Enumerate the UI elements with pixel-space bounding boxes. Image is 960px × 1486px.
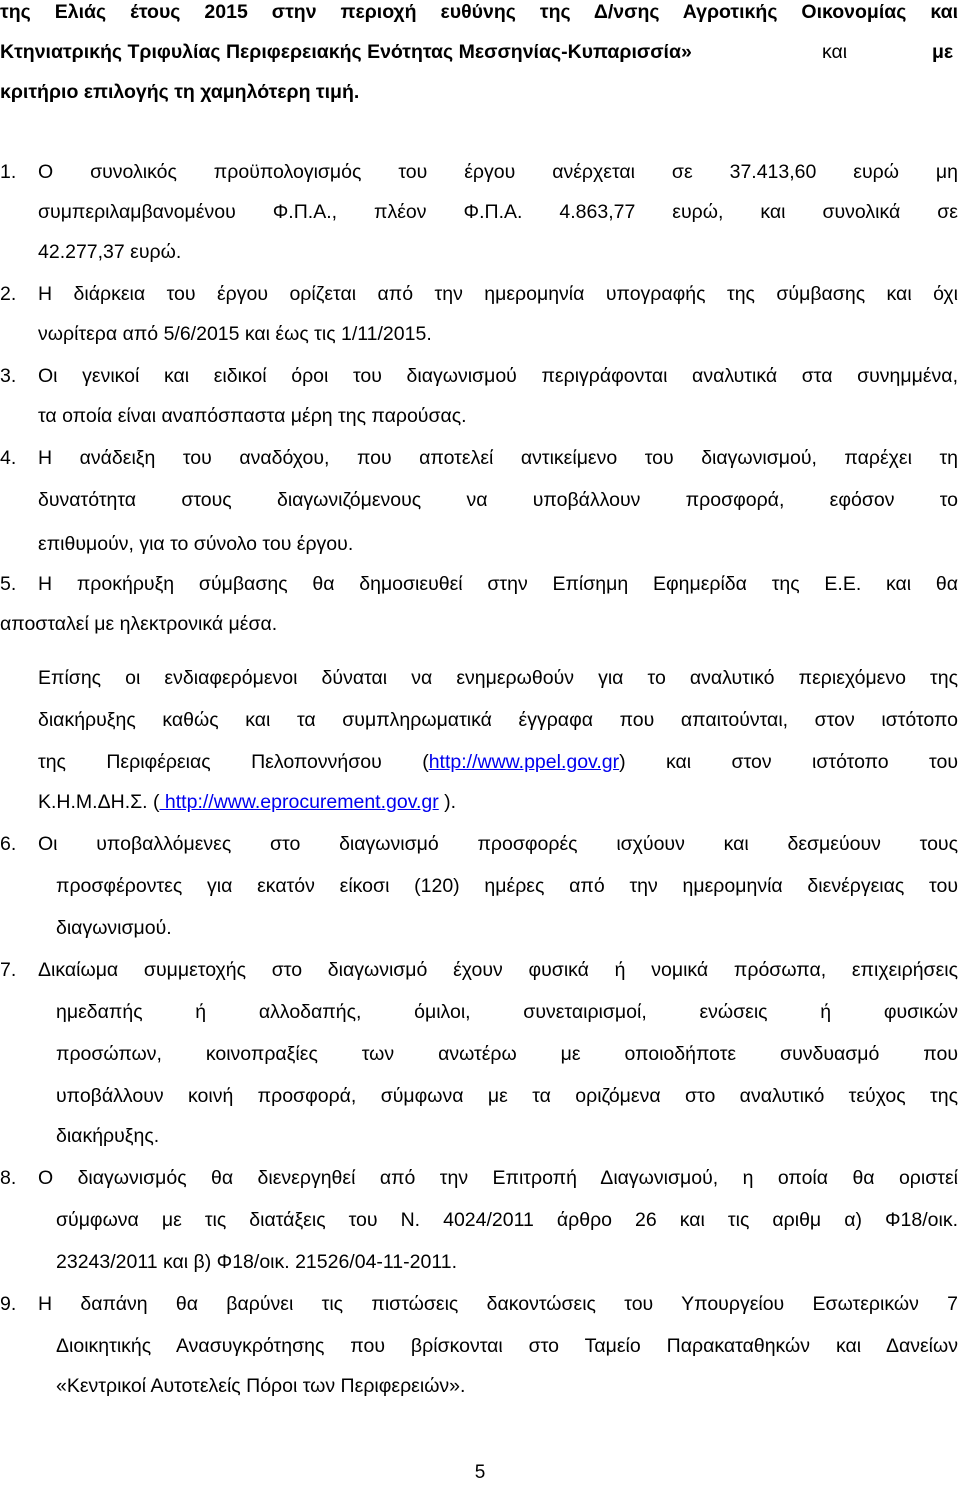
item-4-line-2: δυνατότητα στους διαγωνιζόμενους να υποβάλλουν προσφορά, εφόσον το [38, 489, 958, 511]
item-number: 2. [0, 283, 17, 305]
ppel-link[interactable]: http://www.ppel.gov.gr [428, 751, 620, 773]
item-number: 5. [0, 573, 17, 595]
item-7-line-4: υποβάλλουν κοινή προσφορά, σύμφωνα με τα οριζόμενα στο αναλυτικό τεύχος της [56, 1085, 958, 1107]
item-1-line-3: 42.277,37 ευρώ. [38, 241, 182, 263]
item-4-line-1: Η ανάδειξη του αναδόχου, που αποτελεί αντικείμενο του διαγωνισμού, παρέχει τη [38, 447, 958, 469]
para-line-3-text-end: ) και στον ιστότοπο του [619, 751, 958, 773]
intro-line-2-and: και [822, 41, 848, 63]
intro-line-1: της Ελιάς έτους 2015 στην περιοχή ευθύνης της Δ/νσης Αγροτικής Οικονομίας και [0, 1, 958, 23]
para-line-4 [38, 790, 456, 814]
intro-line-3: κριτήριο επιλογής τη χαμηλότερη τιμή. [0, 81, 360, 103]
item-9-line-2: Διοικητικής Ανασυγκρότησης που βρίσκονται στο Ταμείο Παρακαταθηκών και Δανείων [56, 1335, 958, 1357]
item-4-line-3: επιθυμούν, για το σύνολο του έργου. [38, 533, 354, 555]
item-8-line-1: Ο διαγωνισμός θα διενεργηθεί από την Επιτροπή Διαγωνισμού, η οποία θα οριστεί [38, 1167, 958, 1189]
item-number: 4. [0, 447, 17, 469]
intro-line-2 [0, 40, 958, 64]
intro-line-2-bold: Κτηνιατρικής Τριφυλίας Περιφερειακής Ενότητας Μεσσηνίας-Κυπαρισσία» [0, 41, 692, 63]
item-7-line-2: ημεδαπής ή αλλοδαπής, όμιλοι, συνεταιρισμοί, ενώσεις ή φυσικών [56, 1001, 958, 1023]
item-6-line-1: Οι υποβαλλόμενες στο διαγωνισμό προσφορές ισχύουν και δεσμεύουν τους [38, 833, 958, 855]
item-number: 8. [0, 1167, 17, 1189]
item-1-line-2: συμπεριλαμβανομένου Φ.Π.Α., πλέον Φ.Π.Α. 4.863,77 ευρώ, και συνολικά σε [38, 201, 958, 223]
page-number: 5 [474, 1462, 486, 1483]
item-1-line-1: Ο συνολικός προϋπολογισμός του έργου ανέρχεται σε 37.413,60 ευρώ μη [38, 161, 958, 183]
para-line-2: διακήρυξης καθώς και τα συμπληρωματικά έγγραφα που απαιτούνται, στον ιστότοπο [38, 709, 958, 731]
item-3-line-2: τα οποία είναι αναπόσπαστα μέρη της παρούσας. [38, 405, 467, 427]
item-number: 9. [0, 1293, 17, 1315]
para-line-3 [38, 750, 958, 774]
intro-line-2-with: με [932, 41, 954, 63]
eprocurement-link[interactable]: http://www.eprocurement.gov.gr [159, 791, 439, 813]
item-6-line-3: διαγωνισμού. [56, 917, 172, 939]
item-2-line-2: νωρίτερα από 5/6/2015 και έως τις 1/11/2015. [38, 323, 432, 345]
item-8-line-3: 23243/2011 και β) Φ18/οικ. 21526/04-11-2011. [56, 1251, 457, 1273]
item-number: 3. [0, 365, 17, 387]
item-7-line-3: προσώπων, κοινοπραξίες των ανωτέρω με οποιοδήποτε συνδυασμό που [56, 1043, 958, 1065]
item-number: 7. [0, 959, 17, 981]
item-3-line-1: Οι γενικοί και ειδικοί όροι του διαγωνισμού περιγράφονται αναλυτικά στα συνημμένα, [38, 365, 958, 387]
para-line-1: Επίσης οι ενδιαφερόμενοι δύναται να ενημερωθούν για το αναλυτικό περιεχόμενο της [38, 667, 958, 689]
item-5-line-1: Η προκήρυξη σύμβασης θα δημοσιευθεί στην Επίσημη Εφημερίδα της Ε.Ε. και θα [38, 573, 958, 595]
item-number: 1. [0, 161, 17, 183]
para-line-4-text: Κ.Η.Μ.ΔΗ.Σ. ( [38, 791, 160, 813]
para-line-3-text: της Περιφέρειας Πελοποννήσου ( [38, 751, 429, 773]
item-2-line-1: Η διάρκεια του έργου ορίζεται από την ημερομηνία υπογραφής της σύμβασης και όχι [38, 283, 958, 305]
item-8-line-2: σύμφωνα με τις διατάξεις του Ν. 4024/2011 άρθρο 26 και τις αριθμ α) Φ18/οικ. [56, 1209, 958, 1231]
para-line-4-text-end: ). [438, 791, 457, 813]
item-7-line-1: Δικαίωμα συμμετοχής στο διαγωνισμό έχουν φυσικά ή νομικά πρόσωπα, επιχειρήσεις [38, 959, 958, 981]
item-9-line-3: «Κεντρικοί Αυτοτελείς Πόροι των Περιφερειών». [56, 1375, 466, 1397]
item-5-line-2: αποσταλεί με ηλεκτρονικά μέσα. [0, 613, 278, 635]
item-9-line-1: Η δαπάνη θα βαρύνει τις πιστώσεις δακοντώσεις του Υπουργείου Εσωτερικών 7 [38, 1293, 958, 1315]
item-number: 6. [0, 833, 17, 855]
item-7-line-5: διακήρυξης. [56, 1125, 160, 1147]
item-6-line-2: προσφέροντες για εκατόν είκοσι (120) ημέρες από την ημερομηνία διενέργειας του [56, 875, 958, 897]
